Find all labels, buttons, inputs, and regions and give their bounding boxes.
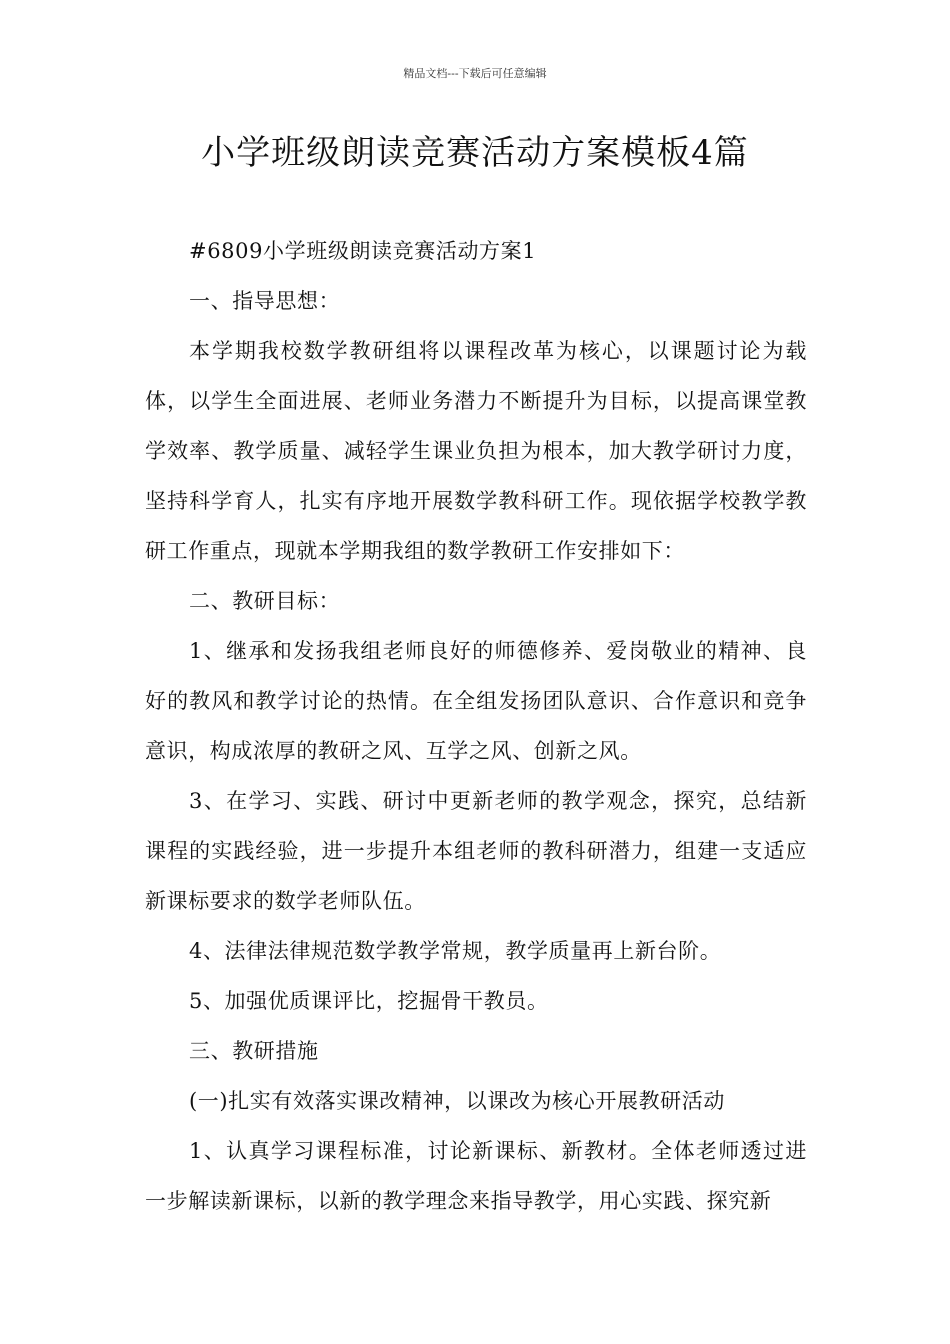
- goal-item-4: 4、法律法律规范数学教学常规，教学质量再上新台阶。: [189, 939, 722, 963]
- subheading-measure-1: (一)扎实有效落实课改精神，以课改为核心开展教研活动: [189, 1089, 725, 1113]
- heading-guiding-thought: 一、指导思想：: [189, 289, 341, 313]
- heading-research-measures: 三、教研措施: [189, 1039, 319, 1063]
- document-title: 小学班级朗读竞赛活动方案模板4篇: [201, 133, 749, 173]
- goal-item-5: 5、加强优质课评比，挖掘骨干教员。: [189, 989, 549, 1013]
- goal-item-3: 3、在学习、实践、研讨中更新老师的教学观念，探究，总结新课程的实践经验，进一步提升本组老师的教科研潜力，组建一支适应新课标要求的数学老师队伍。: [145, 789, 807, 913]
- measure-item-1: 1、认真学习课程标准，讨论新课标、新教材。全体老师透过进一步解读新课标，以新的教学理念来指导教学，用心实践、探究新: [145, 1139, 807, 1213]
- paragraph-guiding-thought: 本学期我校数学教研组将以课程改革为核心，以课题讨论为载体，以学生全面进展、老师业务潜力不断提升为目标，以提高课堂教学效率、教学质量、减轻学生课业负担为根本，加大教学研讨力度，坚持科学育人，扎实有序地开展数学教科研工作。现依据学校教学教研工作重点，现就本学期我组的数学教研工作安排如下：: [145, 339, 807, 563]
- section-heading-plan-1: #6809小学班级朗读竞赛活动方案1: [189, 239, 537, 263]
- header-note: 精品文档---下载后可任意编辑: [403, 67, 547, 80]
- document-body: [145, 226, 807, 1226]
- heading-research-goals: 二、教研目标：: [189, 589, 341, 613]
- goal-item-1: 1、继承和发扬我组老师良好的师德修养、爱岗敬业的精神、良好的教风和教学讨论的热情。在全组发扬团队意识、合作意识和竞争意识，构成浓厚的教研之风、互学之风、创新之风。: [145, 639, 807, 763]
